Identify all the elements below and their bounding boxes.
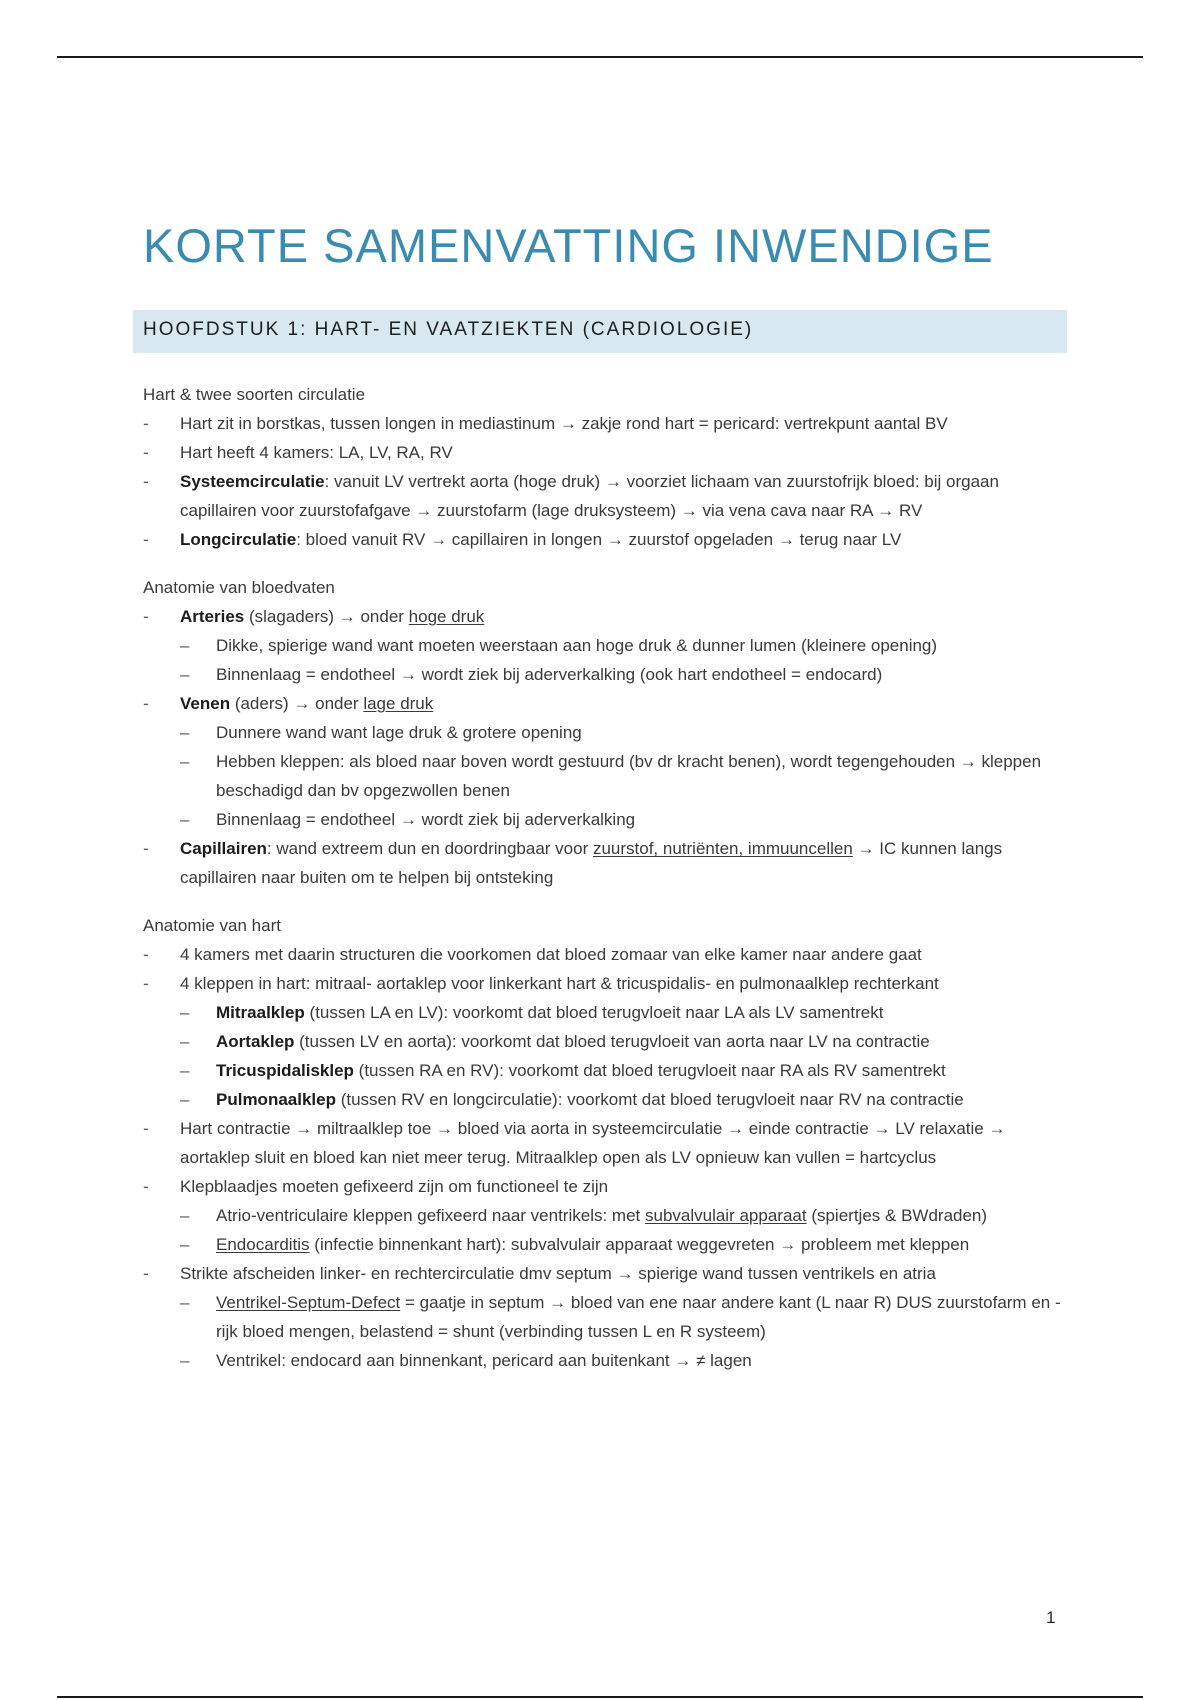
- list-item: [143, 940, 1073, 969]
- dash-bullet-icon: –: [180, 1235, 190, 1254]
- document-body: [143, 380, 1073, 1394]
- sub-list-item: [143, 1027, 1073, 1056]
- dash-bullet-icon: –: [180, 1090, 190, 1109]
- item-text: [180, 602, 1073, 631]
- list-item: [143, 602, 1073, 631]
- text-run: Dikke, spierige wand want moeten weerstaan aan hoge druk & dunner lumen (kleinere opening): [216, 636, 938, 655]
- sub-list-item: [143, 660, 1073, 689]
- dash-bullet-icon: –: [180, 1351, 190, 1370]
- dash-bullet-icon: –: [180, 810, 190, 829]
- dash-bullet-icon: –: [180, 1293, 190, 1312]
- bold-term: Capillairen: [180, 839, 267, 858]
- section: [143, 911, 1073, 1375]
- document-title: KORTE SAMENVATTING INWENDIGE: [143, 219, 994, 272]
- item-text: [216, 1085, 1073, 1114]
- item-text: [216, 998, 1073, 1027]
- text-run: Hart zit in borstkas, tussen longen in mediastinum → zakje rond hart = pericard: vertrekpunt aantal BV: [180, 414, 948, 433]
- text-run: Dunnere wand want lage druk & grotere opening: [216, 723, 582, 742]
- item-text: [216, 1230, 1073, 1259]
- item-text: [216, 718, 1073, 747]
- item-text: [180, 409, 1073, 438]
- bullet-icon: -: [143, 607, 149, 626]
- text-run: Hebben kleppen: als bloed naar boven wordt gestuurd (bv dr kracht benen), wordt tegengehouden → kleppen beschadigd dan bv opgezwollen benen: [216, 752, 1042, 800]
- sub-list-item: [143, 1056, 1073, 1085]
- text-run: = gaatje in septum → bloed van ene naar andere kant (L naar R) DUS zuurstofarm en -rijk bloed mengen, belastend = shunt (verbinding tussen L en R systeem): [216, 1293, 1061, 1341]
- list-item: [143, 438, 1073, 467]
- text-run: Atrio-ventriculaire kleppen gefixeerd naar ventrikels: met: [216, 1206, 645, 1225]
- bullet-icon: -: [143, 974, 149, 993]
- text-run: Binnenlaag = endotheel → wordt ziek bij aderverkalking: [216, 810, 636, 829]
- bold-term: Arteries: [180, 607, 245, 626]
- bold-term: Aortaklep: [216, 1032, 295, 1051]
- item-text: [216, 747, 1073, 805]
- chapter-heading: HOOFDSTUK 1: HART- EN VAATZIEKTEN (CARDIOLOGIE): [133, 310, 1067, 353]
- underlined-term: subvalvulair apparaat: [644, 1206, 807, 1225]
- item-text: [216, 1201, 1073, 1230]
- dash-bullet-icon: –: [180, 1032, 190, 1051]
- text-run: (tussen RV en longcirculatie): voorkomt dat bloed terugvloeit naar RV na contractie: [335, 1090, 964, 1109]
- dash-bullet-icon: –: [180, 752, 190, 771]
- text-run: (aders) → onder: [230, 694, 364, 713]
- section: [143, 380, 1073, 554]
- item-text: [216, 631, 1073, 660]
- sub-list-item: [143, 718, 1073, 747]
- text-run: : bloed vanuit RV → capillairen in longen → zuurstof opgeladen → terug naar LV: [296, 530, 902, 549]
- text-run: Hart heeft 4 kamers: LA, LV, RA, RV: [180, 443, 453, 462]
- text-run: (tussen LA en LV): voorkomt dat bloed terugvloeit naar LA als LV samentrekt: [304, 1003, 884, 1022]
- text-run: (infectie binnenkant hart): subvalvulair apparaat weggevreten → probleem met kleppen: [309, 1235, 970, 1254]
- section: [143, 573, 1073, 892]
- bullet-icon: -: [143, 1177, 149, 1196]
- bullet-icon: -: [143, 694, 149, 713]
- text-run: Strikte afscheiden linker- en rechtercirculatie dmv septum → spierige wand tussen ventrikels en atria: [180, 1264, 936, 1283]
- dash-bullet-icon: –: [180, 636, 190, 655]
- item-text: [180, 969, 1073, 998]
- underlined-term: zuurstof, nutriënten, immuuncellen: [592, 839, 853, 858]
- bullet-icon: -: [143, 1119, 149, 1138]
- item-text: [216, 805, 1073, 834]
- text-run: Klepblaadjes moeten gefixeerd zijn om functioneel te zijn: [180, 1177, 609, 1196]
- text-run: (slagaders) → onder: [244, 607, 409, 626]
- text-run: Ventrikel: endocard aan binnenkant, pericard aan buitenkant → ≠ lagen: [216, 1351, 752, 1370]
- item-text: [180, 834, 1073, 892]
- sub-list-item: [143, 1288, 1073, 1346]
- bold-term: Pulmonaalklep: [216, 1090, 336, 1109]
- item-text: [180, 689, 1073, 718]
- dash-bullet-icon: –: [180, 1003, 190, 1022]
- list-item: [143, 1114, 1073, 1172]
- sub-list-item: [143, 998, 1073, 1027]
- item-text: [180, 525, 1073, 554]
- item-text: [216, 1027, 1073, 1056]
- text-run: (tussen RA en RV): voorkomt dat bloed terugvloeit naar RA als RV samentrekt: [353, 1061, 946, 1080]
- sub-list-item: [143, 747, 1073, 805]
- text-run: : vanuit LV vertrekt aorta (hoge druk) → voorziet lichaam van zuurstofrijk bloed: bij orgaan capillairen voor zuurstofafgave → zuurstofarm (lage druksysteem) → via vena cava naar RA → RV: [180, 472, 999, 520]
- list-item: [143, 409, 1073, 438]
- bottom-rule: [57, 1696, 1143, 1698]
- underlined-term: lage druk: [363, 694, 434, 713]
- list-item: [143, 525, 1073, 554]
- text-run: 4 kamers met daarin structuren die voorkomen dat bloed zomaar van elke kamer naar andere gaat: [180, 945, 922, 964]
- item-text: [180, 467, 1073, 525]
- underlined-term: Endocarditis: [216, 1235, 310, 1254]
- item-text: [216, 1056, 1073, 1085]
- list-item: [143, 834, 1073, 892]
- bullet-icon: -: [143, 443, 149, 462]
- list-item: [143, 969, 1073, 998]
- section-heading: Hart & twee soorten circulatie: [143, 385, 366, 404]
- dash-bullet-icon: –: [180, 1206, 190, 1225]
- bullet-icon: -: [143, 1264, 149, 1283]
- text-run: → IC kunnen langs capillairen naar buiten om te helpen bij ontsteking: [180, 839, 1003, 887]
- top-rule: [57, 56, 1143, 58]
- underlined-term: Ventrikel-Septum-Defect: [216, 1293, 401, 1312]
- page-number: 1: [1046, 1608, 1056, 1627]
- sub-list-item: [143, 1230, 1073, 1259]
- sub-list-item: [143, 1201, 1073, 1230]
- bold-term: Tricuspidalisklep: [216, 1061, 354, 1080]
- text-run: Binnenlaag = endotheel → wordt ziek bij aderverkalking (ook hart endotheel = endocard): [216, 665, 883, 684]
- bold-term: Venen: [180, 694, 231, 713]
- bullet-icon: -: [143, 414, 149, 433]
- list-item: [143, 467, 1073, 525]
- bullet-icon: -: [143, 530, 149, 549]
- bold-term: Longcirculatie: [180, 530, 297, 549]
- item-text: [180, 438, 1073, 467]
- bullet-icon: -: [143, 945, 149, 964]
- bullet-icon: -: [143, 472, 149, 491]
- item-text: [180, 940, 1073, 969]
- list-item: [143, 689, 1073, 718]
- list-item: [143, 1259, 1073, 1288]
- bullet-icon: -: [143, 839, 149, 858]
- dash-bullet-icon: –: [180, 1061, 190, 1080]
- section-heading: Anatomie van bloedvaten: [143, 578, 335, 597]
- text-run: (spiertjes & BWdraden): [806, 1206, 988, 1225]
- dash-bullet-icon: –: [180, 665, 190, 684]
- list-item: [143, 1172, 1073, 1201]
- item-text: [216, 1288, 1073, 1346]
- item-text: [180, 1259, 1073, 1288]
- item-text: [216, 660, 1073, 689]
- sub-list-item: [143, 1346, 1073, 1375]
- text-run: : wand extreem dun en doordringbaar voor: [266, 839, 593, 858]
- bold-term: Mitraalklep: [216, 1003, 305, 1022]
- item-text: [180, 1114, 1073, 1172]
- sub-list-item: [143, 805, 1073, 834]
- item-text: [216, 1346, 1073, 1375]
- sub-list-item: [143, 1085, 1073, 1114]
- text-run: Hart contractie → miltraalklep toe → bloed via aorta in systeemcirculatie → einde contractie → LV relaxatie → aortaklep sluit en bloed kan niet meer terug. Mitraalklep open als LV opnieuw kan vullen = hartcyclus: [180, 1119, 1006, 1167]
- underlined-term: hoge druk: [408, 607, 485, 626]
- text-run: (tussen LV en aorta): voorkomt dat bloed terugvloeit van aorta naar LV na contractie: [294, 1032, 930, 1051]
- sub-list-item: [143, 631, 1073, 660]
- dash-bullet-icon: –: [180, 723, 190, 742]
- section-heading: Anatomie van hart: [143, 916, 281, 935]
- bold-term: Systeemcirculatie: [180, 472, 325, 491]
- text-run: 4 kleppen in hart: mitraal- aortaklep voor linkerkant hart & tricuspidalis- en pulmonaalklep rechterkant: [180, 974, 939, 993]
- item-text: [180, 1172, 1073, 1201]
